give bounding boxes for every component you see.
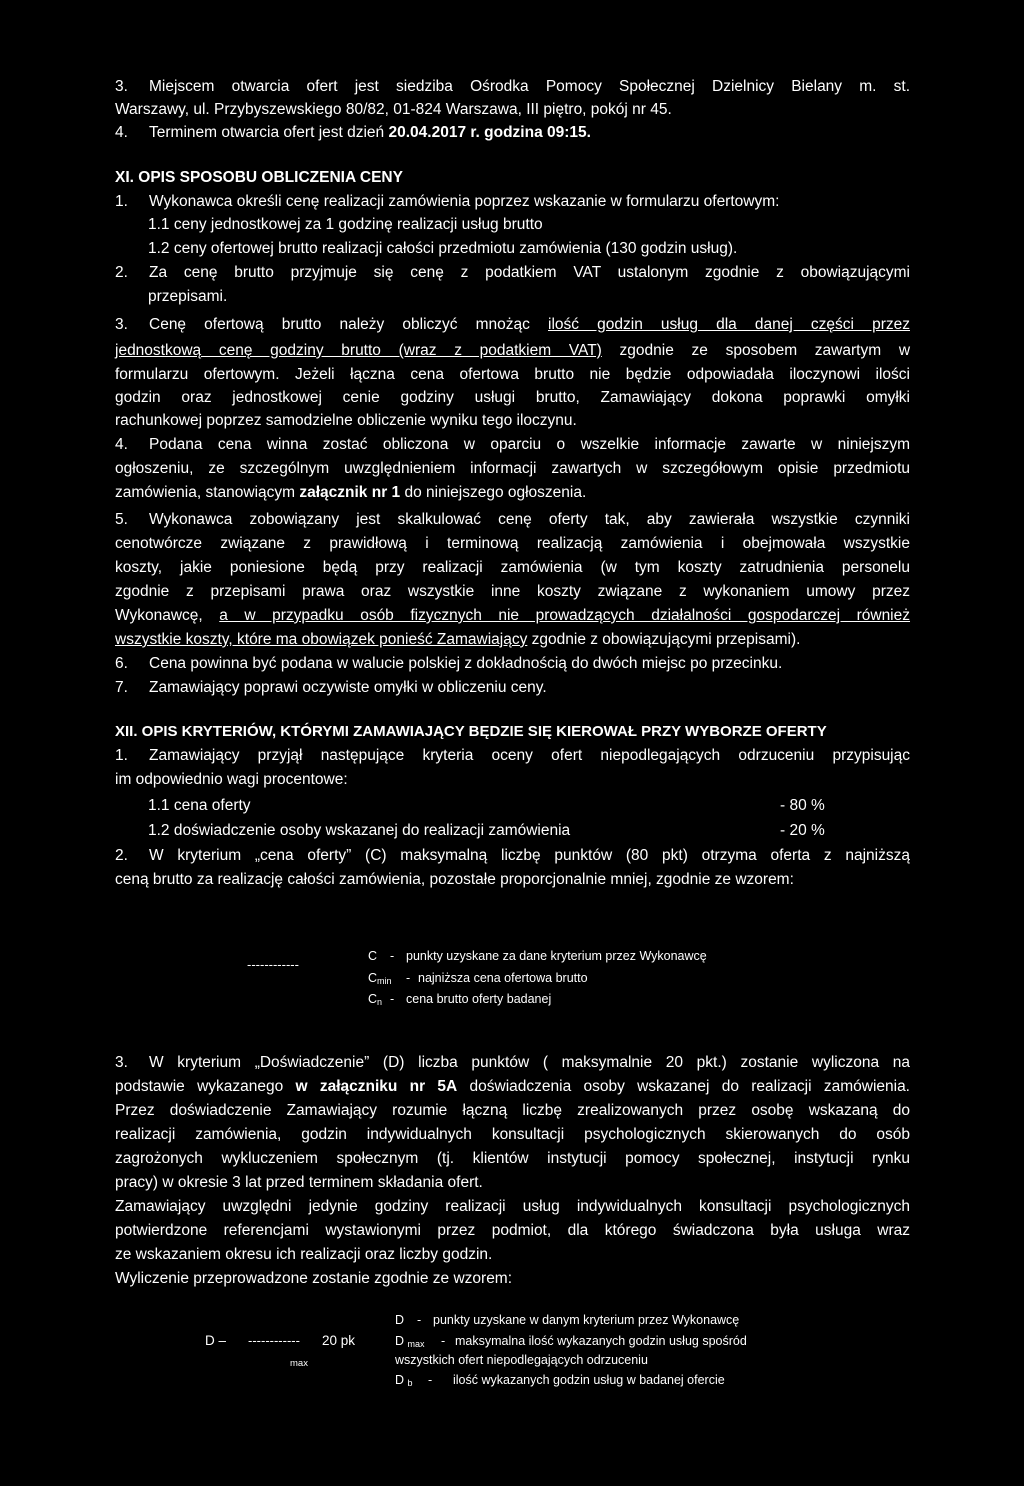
s12-item-3-line-10: Wyliczenie przeprowadzone zostanie zgodnie ze wzorem: — [115, 1270, 513, 1287]
s11-item-1: 1. Wykonawca określi cenę realizacji zamówienia poprzez wskazanie w formularzu ofertowym: — [115, 193, 780, 210]
formula-exp-dmax-dash: - — [441, 1334, 446, 1348]
s11-item-5-line-5: Wykonawcę, a w przypadku osób fizycznych nie prowadzących działalności gospodarczej również — [115, 607, 911, 624]
s11-item-3-line-5: rachunkowej poprzez samodzielne obliczenie wyniku tego iloczynu. — [115, 412, 577, 429]
formula-exp-dmax-desc-cont: wszystkich ofert niepodlegających odrzuceniu — [395, 1353, 648, 1367]
s12-item-3-line-8: potwierdzone referencjami wystawionymi przez podmiot, dla którego świadczona była usługa wraz — [115, 1222, 910, 1239]
formula-price-c-desc: punkty uzyskane za dane kryterium przez Wykonawcę — [406, 949, 707, 963]
criterion-experience: 1.2 doświadczenie osoby wskazanej do realizacji zamówienia — [148, 822, 571, 839]
formula-exp-dmax-desc: maksymalna ilość wykazanych godzin usług spośród — [455, 1334, 747, 1348]
s11-item-3: 3. Cenę ofertową brutto należy obliczyć mnożąc ilość godzin usług dla danej części przez — [115, 316, 910, 333]
s12-item-3-line-5: zagrożonych wykluczeniem społecznym (tj. klientów instytucji pomocy społecznej, instytucji rynku — [115, 1150, 910, 1167]
s11-item-2: 2. Za cenę brutto przyjmuje się cenę z podatkiem VAT ustalonym zgodnie z obowiązującymi — [115, 264, 910, 281]
s12-item-3: 3. W kryterium „Doświadczenie” (D) liczba punktów ( maksymalnie 20 pkt.) zostanie wyliczona na — [115, 1054, 910, 1071]
s12-item-2-cont: ceną brutto za realizację całości zamówienia, pozostałe proporcjonalnie mniej, zgodnie ze wzorem: — [115, 871, 794, 888]
formula-exp-db-desc: ilość wykazanych godzin usług w badanej ofercie — [453, 1373, 725, 1387]
s11-item-4: 4. Podana cena winna zostać obliczona w oparciu o wszelkie informacje zawarte w niniejszym — [115, 436, 910, 453]
criterion-experience-weight: - 20 % — [780, 822, 825, 839]
formula-price-cmin-dash: - — [406, 971, 411, 985]
formula-exp-lhs: D – — [205, 1333, 227, 1348]
s11-item-5: 5. Wykonawca zobowiązany jest skalkulować cenę oferty tak, aby zawierała wszystkie czynniki — [115, 511, 910, 528]
formula-exp-max-label: max — [290, 1358, 308, 1369]
formula-exp-d-desc: punkty uzyskane w danym kryterium przez Wykonawcę — [433, 1313, 740, 1327]
s11-item-3-line-3: formularzu ofertowym. Jeżeli łączna cena ofertowa brutto nie będzie odpowiadała iloczynowi ilości — [115, 366, 910, 383]
formula-exp-d-dash: - — [417, 1313, 422, 1327]
s11-item-4-line-3: zamówienia, stanowiącym załącznik nr 1 do niniejszego ogłoszenia. — [115, 484, 587, 501]
formula-price-c-dash: - — [390, 949, 395, 963]
s11-item-5-line-4: zgodnie z przepisami prawa oraz wszystkie inne koszty związane z wykonaniem umowy przez — [115, 583, 910, 600]
s11-item-2-cont: przepisami. — [148, 288, 228, 305]
s11-item-1-1: 1.1 ceny jednostkowej za 1 godzinę realizacji usług brutto — [148, 216, 543, 233]
formula-exp-dmax-symbol: D $_{max}$ — [395, 1334, 425, 1349]
formula-price-cmin-desc: najniższa cena ofertowa brutto — [418, 971, 588, 985]
s11-item-5-line-2: cenotwórcze związane z prawidłową i terminową realizacją zamówienia i obejmowała wszystkie — [115, 535, 910, 552]
criterion-price: 1.1 cena oferty — [148, 797, 251, 814]
s12-item-3-line-2: podstawie wykazanego w załączniku nr 5A doświadczenia osoby wskazanej do realizacji zamówienia. — [115, 1078, 910, 1095]
formula-price-cn-desc: cena brutto oferty badanej — [406, 992, 552, 1006]
s12-item-3-line-7: Zamawiający uwzględni jedynie godziny realizacji usług indywidualnych konsultacji psychologicznych — [115, 1198, 910, 1215]
s11-item-3-line-2: jednostkową cenę godziny brutto (wraz z podatkiem VAT) zgodnie ze sposobem zawartym w — [115, 342, 911, 359]
formula-exp-db-symbol: D $_b$ — [395, 1373, 413, 1388]
s12-item-1: 1. Zamawiający przyjął następujące kryteria oceny ofert niepodlegających odrzuceniu przypisując — [115, 747, 910, 764]
s12-item-3-line-4: realizacji zamówienia, godzin indywidualnych konsultacji psychologicznych skierowanych do osób — [115, 1126, 910, 1143]
s11-item-3-line-4: godzin oraz jednostkowej cenie godziny usługi brutto, Zamawiający dokona poprawki omyłki — [115, 389, 910, 406]
formula-price-fraction: ------------ — [247, 957, 299, 972]
s10-item-4: 4. Terminem otwarcia ofert jest dzień 20.04.2017 r. godzina 09:15. — [115, 124, 591, 141]
s11-item-6: 6. Cena powinna być podana w walucie polskiej z dokładnością do dwóch miejsc po przecinku. — [115, 655, 783, 672]
formula-price-cn-symbol: $C_n$ — [368, 992, 383, 1007]
s11-item-1-2: 1.2 ceny ofertowej brutto realizacji całości przedmiotu zamówienia (130 godzin usług). — [148, 240, 738, 257]
formula-price-c-symbol: C — [368, 949, 378, 963]
s10-item-3: 3. Miejscem otwarcia ofert jest siedziba Ośrodka Pomocy Społecznej Dzielnicy Bielany m. st. — [115, 78, 910, 95]
s12-item-1-cont: im odpowiednio wagi procentowe: — [115, 771, 348, 788]
s11-item-5-line-3: koszty, jakie poniesione będą przy realizacji zamówienia (w tym koszty zatrudnienia personelu — [115, 559, 910, 576]
formula-price-cn-dash: - — [390, 992, 395, 1006]
formula-exp-db-dash: - — [428, 1373, 433, 1387]
section-heading-xi: XI. OPIS SPOSOBU OBLICZENIA CENY — [115, 169, 403, 186]
s11-item-4-line-2: ogłoszeniu, ze szczególnym uwzględnieniem informacji zawartych w szczegółowym opisie przedmiotu — [115, 460, 910, 477]
criterion-price-weight: - 80 % — [780, 797, 825, 814]
s12-item-2: 2. W kryterium „cena oferty” (C) maksymalną liczbę punktów (80 pkt) otrzyma oferta z najniższą — [115, 847, 910, 864]
formula-exp-d-symbol: D — [395, 1313, 405, 1327]
s12-item-3-line-3: Przez doświadczenie Zamawiający rozumie łączną liczbę zrealizowanych przez osobę wskazaną do — [115, 1102, 910, 1119]
formula-price-cmin-symbol: $C_{min}$ — [368, 971, 392, 986]
s11-item-7: 7. Zamawiający poprawi oczywiste omyłki w obliczeniu ceny. — [115, 679, 547, 696]
s11-item-5-line-6: wszystkie koszty, które ma obowiązek ponieść Zamawiający zgodnie z obowiązującymi przepisami). — [115, 631, 801, 648]
formula-exp-points: 20 pk — [322, 1333, 356, 1348]
formula-exp-fraction: ------------ — [248, 1333, 300, 1348]
s12-item-3-line-6: pracy) w okresie 3 lat przed terminem składania ofert. — [115, 1174, 483, 1191]
section-heading-xii: XII. OPIS KRYTERIÓW, KTÓRYMI ZAMAWIAJĄCY BĘDZIE SIĘ KIEROWAŁ PRZY WYBORZE OFERTY — [115, 723, 827, 740]
s12-item-3-line-9: ze wskazaniem okresu ich realizacji oraz liczby godzin. — [115, 1246, 493, 1263]
s10-item-3-cont: Warszawy, ul. Przybyszewskiego 80/82, 01-824 Warszawa, III piętro, pokój nr 45. — [115, 101, 672, 118]
